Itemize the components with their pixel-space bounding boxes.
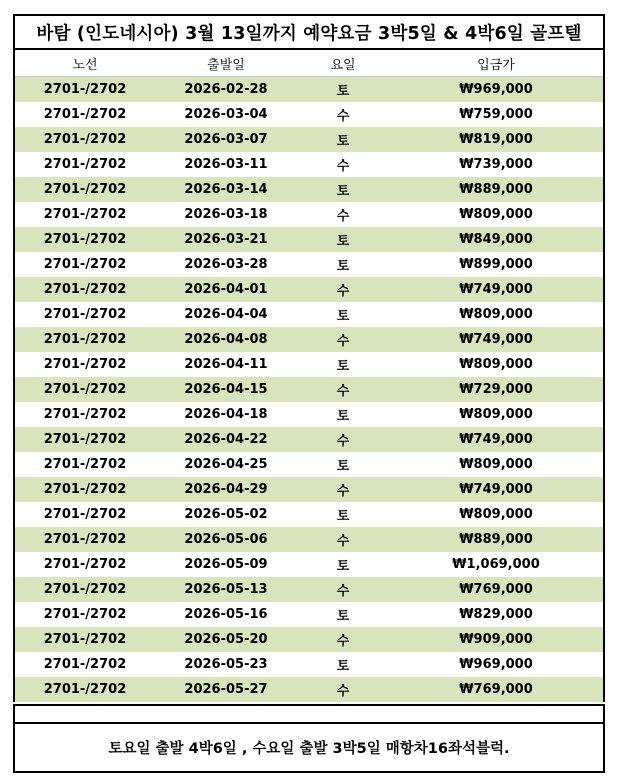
day-cell: 토 [336, 609, 350, 624]
day-cell: 토 [336, 659, 350, 674]
route-cell: 2701-/2702 [43, 482, 127, 497]
table-row [15, 102, 603, 127]
table-row [15, 577, 603, 602]
price-cell: ₩739,000 [459, 157, 533, 172]
day-cell: 토 [336, 309, 350, 324]
table-row [15, 352, 603, 377]
price-cell: ₩1,069,000 [452, 557, 540, 572]
day-cell: 수 [336, 209, 350, 224]
day-cell: 수 [336, 159, 350, 174]
departure-cell: 2026-03-07 [184, 132, 268, 147]
price-cell: ₩809,000 [459, 457, 533, 472]
departure-cell: 2026-05-13 [184, 582, 268, 597]
table-row [15, 152, 603, 177]
route-cell: 2701-/2702 [43, 457, 127, 472]
table-row [15, 502, 603, 527]
departure-cell: 2026-04-11 [184, 357, 268, 372]
header-route: 노선 [72, 57, 98, 73]
price-cell: ₩809,000 [459, 207, 533, 222]
day-cell: 토 [336, 409, 350, 424]
day-cell: 토 [336, 234, 350, 249]
day-cell: 수 [336, 109, 350, 124]
table-row [15, 277, 603, 302]
departure-cell: 2026-04-29 [184, 482, 268, 497]
day-cell: 수 [336, 684, 350, 699]
price-cell: ₩769,000 [459, 682, 533, 697]
departure-cell: 2026-03-21 [184, 232, 268, 247]
table-row [15, 452, 603, 477]
price-cell: ₩729,000 [459, 382, 533, 397]
route-cell: 2701-/2702 [43, 507, 127, 522]
table-row [15, 227, 603, 252]
table-row [15, 677, 603, 702]
route-cell: 2701-/2702 [43, 432, 127, 447]
route-cell: 2701-/2702 [43, 607, 127, 622]
table-row [15, 602, 603, 627]
table-row [15, 127, 603, 152]
table-row [15, 552, 603, 577]
day-cell: 수 [336, 384, 350, 399]
route-cell: 2701-/2702 [43, 82, 127, 97]
route-cell: 2701-/2702 [43, 232, 127, 247]
departure-cell: 2026-04-15 [184, 382, 268, 397]
route-cell: 2701-/2702 [43, 382, 127, 397]
route-cell: 2701-/2702 [43, 332, 127, 347]
table-row [15, 477, 603, 502]
header-price: 입금가 [477, 57, 515, 73]
day-cell: 토 [336, 134, 350, 149]
price-cell: ₩829,000 [459, 607, 533, 622]
route-cell: 2701-/2702 [43, 357, 127, 372]
day-cell: 수 [336, 534, 350, 549]
day-cell: 수 [336, 434, 350, 449]
departure-cell: 2026-03-14 [184, 182, 268, 197]
table-row [15, 527, 603, 552]
price-cell: ₩749,000 [459, 432, 533, 447]
departure-cell: 2026-05-02 [184, 507, 268, 522]
departure-cell: 2026-05-23 [184, 657, 268, 672]
table-row [15, 252, 603, 277]
table-row [15, 627, 603, 652]
departure-cell: 2026-03-04 [184, 107, 268, 122]
day-cell: 수 [336, 284, 350, 299]
departure-cell: 2026-05-16 [184, 607, 268, 622]
day-cell: 토 [336, 559, 350, 574]
table-row [15, 327, 603, 352]
departure-cell: 2026-05-20 [184, 632, 268, 647]
price-cell: ₩809,000 [459, 307, 533, 322]
table-row [15, 427, 603, 452]
route-cell: 2701-/2702 [43, 407, 127, 422]
day-cell: 토 [336, 259, 350, 274]
day-cell: 수 [336, 584, 350, 599]
table-body [15, 77, 603, 702]
route-cell: 2701-/2702 [43, 207, 127, 222]
departure-cell: 2026-03-18 [184, 207, 268, 222]
price-sheet [13, 14, 605, 773]
price-cell: ₩809,000 [459, 407, 533, 422]
table-row [15, 377, 603, 402]
day-cell: 토 [336, 84, 350, 99]
price-cell: ₩889,000 [459, 182, 533, 197]
departure-cell: 2026-04-01 [184, 282, 268, 297]
price-cell: ₩899,000 [459, 257, 533, 272]
table-header [15, 50, 603, 77]
route-cell: 2701-/2702 [43, 582, 127, 597]
day-cell: 수 [336, 334, 350, 349]
day-cell: 토 [336, 459, 350, 474]
price-cell: ₩909,000 [459, 632, 533, 647]
departure-cell: 2026-04-08 [184, 332, 268, 347]
footer-note: 토요일 출발 4박6일 , 수요일 출발 3박5일 매항차16좌석블럭. [13, 724, 605, 773]
table-row [15, 202, 603, 227]
route-cell: 2701-/2702 [43, 532, 127, 547]
departure-cell: 2026-04-04 [184, 307, 268, 322]
header-departure: 출발일 [207, 57, 245, 73]
price-cell: ₩759,000 [459, 107, 533, 122]
route-cell: 2701-/2702 [43, 132, 127, 147]
route-cell: 2701-/2702 [43, 682, 127, 697]
page-title: 바탐 (인도네시아) 3월 13일까지 예약요금 3박5일 & 4박6일 골프텔 [13, 14, 605, 50]
route-cell: 2701-/2702 [43, 282, 127, 297]
table-row [15, 402, 603, 427]
route-cell: 2701-/2702 [43, 632, 127, 647]
departure-cell: 2026-05-06 [184, 532, 268, 547]
spacer-row [13, 704, 605, 724]
price-cell: ₩889,000 [459, 532, 533, 547]
day-cell: 토 [336, 509, 350, 524]
departure-cell: 2026-04-25 [184, 457, 268, 472]
route-cell: 2701-/2702 [43, 307, 127, 322]
departure-cell: 2026-03-11 [184, 157, 268, 172]
price-cell: ₩969,000 [459, 657, 533, 672]
route-cell: 2701-/2702 [43, 257, 127, 272]
table-row [15, 77, 603, 102]
departure-cell: 2026-02-28 [184, 82, 268, 97]
header-day: 요일 [330, 57, 356, 73]
price-cell: ₩809,000 [459, 507, 533, 522]
price-cell: ₩819,000 [459, 132, 533, 147]
table-row [15, 177, 603, 202]
route-cell: 2701-/2702 [43, 657, 127, 672]
route-cell: 2701-/2702 [43, 182, 127, 197]
price-cell: ₩969,000 [459, 82, 533, 97]
price-table [13, 50, 605, 702]
price-cell: ₩809,000 [459, 357, 533, 372]
departure-cell: 2026-05-09 [184, 557, 268, 572]
price-cell: ₩769,000 [459, 582, 533, 597]
price-cell: ₩749,000 [459, 482, 533, 497]
day-cell: 토 [336, 184, 350, 199]
route-cell: 2701-/2702 [43, 107, 127, 122]
route-cell: 2701-/2702 [43, 157, 127, 172]
table-row [15, 302, 603, 327]
departure-cell: 2026-03-28 [184, 257, 268, 272]
price-cell: ₩749,000 [459, 282, 533, 297]
day-cell: 수 [336, 484, 350, 499]
day-cell: 토 [336, 359, 350, 374]
table-row [15, 652, 603, 677]
price-cell: ₩849,000 [459, 232, 533, 247]
price-cell: ₩749,000 [459, 332, 533, 347]
departure-cell: 2026-04-22 [184, 432, 268, 447]
route-cell: 2701-/2702 [43, 557, 127, 572]
day-cell: 수 [336, 634, 350, 649]
departure-cell: 2026-05-27 [184, 682, 268, 697]
departure-cell: 2026-04-18 [184, 407, 268, 422]
